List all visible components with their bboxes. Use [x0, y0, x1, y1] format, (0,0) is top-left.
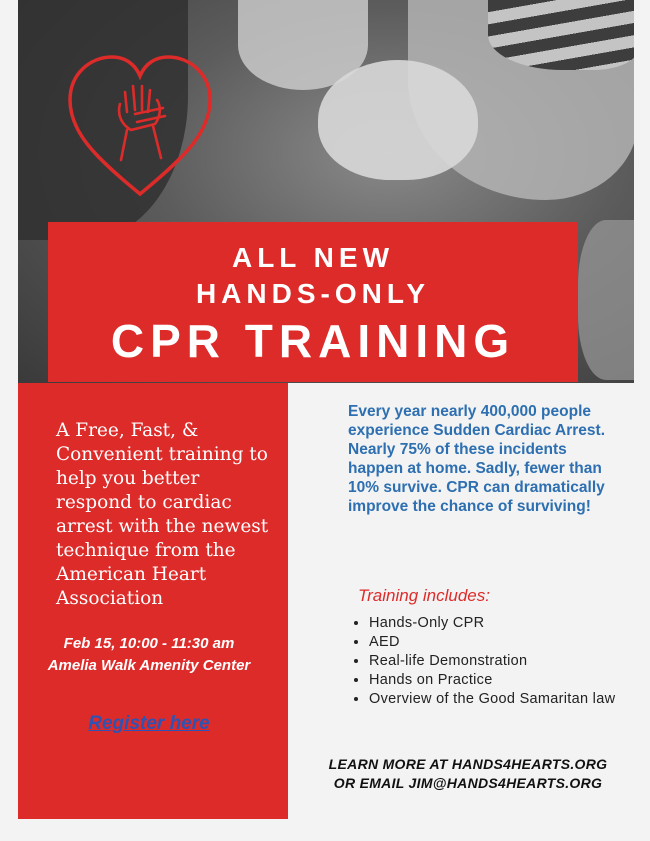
list-item: • Real-life Demonstration	[369, 652, 629, 671]
register-link[interactable]: Register here	[88, 713, 210, 734]
email-line: OR EMAIL JIM@HANDS4HEARTS.ORG	[333, 775, 603, 791]
training-list	[355, 614, 629, 709]
title-line-1: ALL NEW	[231, 242, 395, 273]
title-line-3: CPR TRAINING	[110, 315, 516, 367]
event-datetime: Feb 15, 10:00 - 11:30 am	[63, 635, 235, 652]
intro-text: A Free, Fast, & Convenient training to help you better respond to cardiac arrest with the newest technique from the American Heart Association	[56, 420, 269, 609]
photo-shape	[488, 0, 634, 70]
learn-more-line: LEARN MORE AT HANDS4HEARTS.ORG	[328, 756, 608, 772]
list-item: • AED	[369, 633, 629, 652]
photo-shape	[578, 220, 634, 380]
list-item: • Overview of the Good Samaritan law	[369, 690, 629, 709]
training-includes-label: Training includes:	[358, 586, 490, 605]
event-location: Amelia Walk Amenity Center	[47, 657, 251, 674]
title-line-2: HANDS-ONLY	[195, 278, 431, 309]
title-banner	[48, 222, 578, 382]
contact-footer	[300, 755, 636, 793]
event-details	[18, 633, 280, 677]
list-item: • Hands-Only CPR	[369, 614, 629, 633]
photo-shape	[318, 60, 478, 180]
stats-text: Every year nearly 400,000 people experience Sudden Cardiac Arrest. Nearly 75% of these incidents happen at home. Sadly, fewer than 10% survive. CPR can dramatically improve the chance of surviving!	[348, 403, 605, 515]
list-item: • Hands on Practice	[369, 671, 629, 690]
info-panel	[18, 383, 288, 819]
heart-hands-icon	[65, 52, 215, 202]
